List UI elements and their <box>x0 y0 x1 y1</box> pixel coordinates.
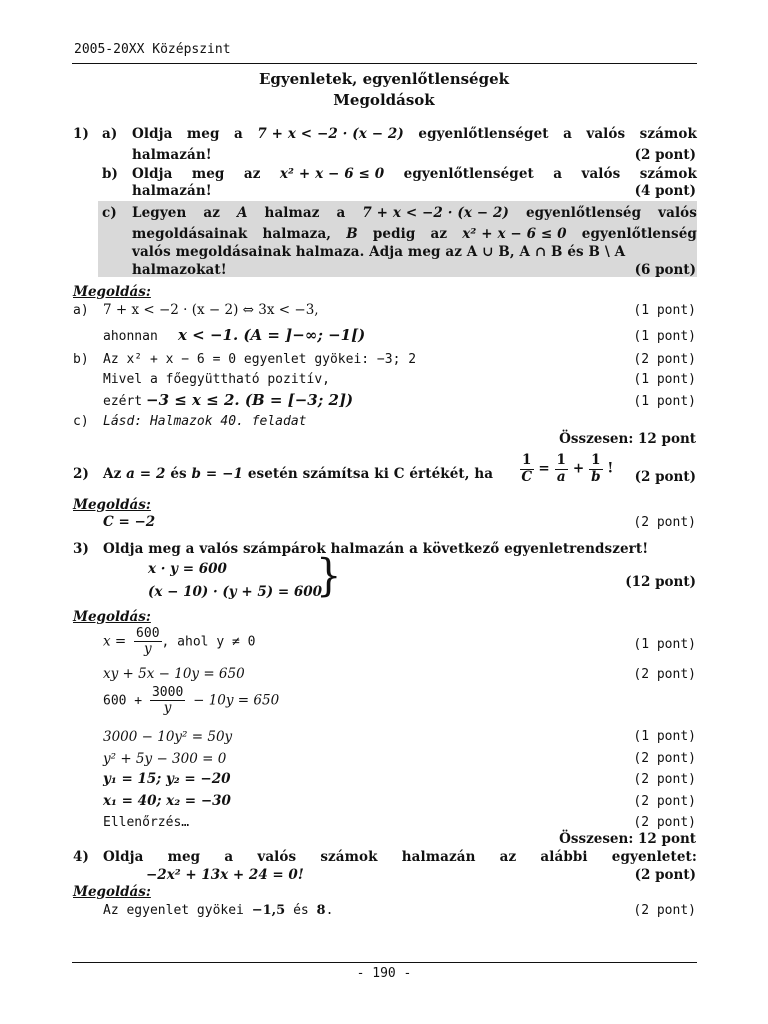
fraction-1-over-b: $\frac{1}{b}$ <box>591 452 601 485</box>
solution-4-line: Az egyenlet gyökei −1,5 és 8. <box>103 903 334 918</box>
problem-2-number: 2) <box>73 466 89 482</box>
solution-3-line7-points: (2 pont) <box>633 794 696 809</box>
solution-3-line4: 3000 − 10y² = 50y <box>103 729 233 745</box>
problem-1c-line4: halmazokat! <box>132 262 227 278</box>
problem-2-formula: $\frac{1}{C}$ = $\frac{1}{a}$ + $\frac{1}{b}$ ! <box>521 452 614 485</box>
solution-1c-label: c) <box>73 414 89 429</box>
solution-1a-line2-points: (1 pont) <box>633 329 696 344</box>
problem-1a-line2: halmazán! <box>132 147 212 163</box>
problem-3-equation-2: (x − 10) · (y + 5) = 600 <box>148 584 323 600</box>
fraction-1-over-a: $\frac{1}{a}$ <box>556 452 567 485</box>
page-subtitle: Megoldások <box>333 91 435 109</box>
problem-3-equation-1: x · y = 600 <box>148 561 227 577</box>
solution-2-label: Megoldás: <box>73 497 151 513</box>
problem-2-points: (2 pont) <box>634 469 696 485</box>
problem-2-text: Az a = 2 és b = −1 esetén számítsa ki C értékét, ha <box>103 466 494 482</box>
footer-rule <box>72 962 697 963</box>
solution-1a-label: a) <box>73 303 89 318</box>
solution-1a-line1: 7 + x < −2 · (x − 2) ⇔ 3x < −3, <box>103 302 319 318</box>
solution-3-line3: 600 + $\frac{3000}{y}$ − 10y = 650 <box>103 685 280 716</box>
problem-1c-line3: valós megoldásainak halmaza. Adja meg az A ∪ B, A ∩ B és B \ A <box>132 244 626 260</box>
problem-4-points: (2 pont) <box>634 867 696 883</box>
problem-1a-points: (2 pont) <box>634 147 696 163</box>
solution-1b-line1: Az x² + x − 6 = 0 egyenlet gyökei: −3; 2 <box>103 352 417 367</box>
solution-1b-line3-points: (1 pont) <box>633 394 696 409</box>
fraction-3000-over-y: $\frac{3000}{y}$ <box>151 685 184 716</box>
page-title: Egyenletek, egyenlőtlenségek <box>258 70 510 88</box>
solution-3-line6: y₁ = 15; y₂ = −20 <box>103 771 231 787</box>
solution-1b-line2: Mivel a főegyüttható pozitív, <box>103 372 330 387</box>
solution-3-label: Megoldás: <box>73 609 151 625</box>
solution-1a-line1-points: (1 pont) <box>633 303 696 318</box>
solution-2-line: C = −2 <box>103 514 156 530</box>
solution-3-line8-points: (2 pont) <box>633 815 696 830</box>
solution-3-line4-points: (1 pont) <box>633 729 696 744</box>
solution-1b-line1-points: (2 pont) <box>633 352 696 367</box>
solution-1b-line2-points: (1 pont) <box>633 372 696 387</box>
problem-1c-line2: megoldásainak halmaza, B pedig az x² + x − 6 ≤ 0 egyenlőtlenség <box>132 226 697 242</box>
header-rule <box>72 63 697 64</box>
problem-1c-points: (6 pont) <box>634 262 696 278</box>
problem-4-line1: Oldja meg a valós számok halmazán az alábbi egyenletet: <box>103 849 697 865</box>
solution-3-line7: x₁ = 40; x₂ = −30 <box>103 793 231 809</box>
problem-3-points: (12 pont) <box>625 574 696 590</box>
solution-1c-line1: Lásd: Halmazok 40. feladat <box>103 414 307 429</box>
solution-3-line6-points: (2 pont) <box>633 772 696 787</box>
fraction-600-over-y: $\frac{600}{y}$ <box>136 626 160 657</box>
problem-3-text: Oldja meg a valós számpárok halmazán a következő egyenletrendszert! <box>103 541 649 557</box>
solution-4-points: (2 pont) <box>633 903 696 918</box>
solution-1a-line2-text: ahonnan <box>103 329 158 344</box>
problem-4-number: 4) <box>73 849 89 865</box>
solution-3-total: Összesen: 12 pont <box>559 831 696 847</box>
problem-4-equation: −2x² + 13x + 24 = 0! <box>146 867 304 883</box>
solution-1b-line3-text: ezért <box>103 394 143 409</box>
solution-3-line8: Ellenőrzés… <box>103 815 190 830</box>
solution-3-line2: xy + 5x − 10y = 650 <box>103 666 245 682</box>
solution-1b-label: b) <box>73 352 89 367</box>
problem-3-number: 3) <box>73 541 89 557</box>
solution-3-line1: x = $\frac{600}{y}$ , ahol y ≠ 0 <box>103 626 256 657</box>
running-head: 2005-20XX Középszint <box>74 42 231 57</box>
solution-1-total: Összesen: 12 pont <box>559 431 696 447</box>
solution-4-label: Megoldás: <box>73 884 151 900</box>
solution-3-line2-points: (2 pont) <box>633 667 696 682</box>
problem-1b-line1: Oldja meg az x² + x − 6 ≤ 0 egyenlőtlenséget a valós számok <box>132 166 697 182</box>
problem-1-number: 1) <box>73 126 89 142</box>
solution-1b-line3-math: −3 ≤ x ≤ 2. (B = [−3; 2]) <box>146 391 354 409</box>
fraction-1-over-c: $\frac{1}{C}$ <box>521 452 533 485</box>
solution-1a-line2-math: x < −1. (A = ]−∞; −1[) <box>178 326 366 344</box>
problem-1b-label: b) <box>102 166 119 182</box>
solution-3-line1-points: (1 pont) <box>633 637 696 652</box>
solution-1-label: Megoldás: <box>73 284 151 300</box>
problem-1a-label: a) <box>102 126 118 142</box>
system-brace: } <box>316 550 342 602</box>
problem-1a-line1: Oldja meg a 7 + x < −2 · (x − 2) egyenlőtlenséget a valós számok <box>132 126 697 142</box>
page-number: - 190 - <box>356 966 412 981</box>
problem-1b-points: (4 pont) <box>634 183 696 199</box>
problem-1b-line2: halmazán! <box>132 183 212 199</box>
problem-1c-label: c) <box>102 205 117 221</box>
solution-3-line5-points: (2 pont) <box>633 751 696 766</box>
problem-1c-line1: Legyen az A halmaz a 7 + x < −2 · (x − 2) egyenlőtlenség valós <box>132 205 697 221</box>
solution-2-points: (2 pont) <box>633 515 696 530</box>
solution-3-line5: y² + 5y − 300 = 0 <box>103 751 227 767</box>
